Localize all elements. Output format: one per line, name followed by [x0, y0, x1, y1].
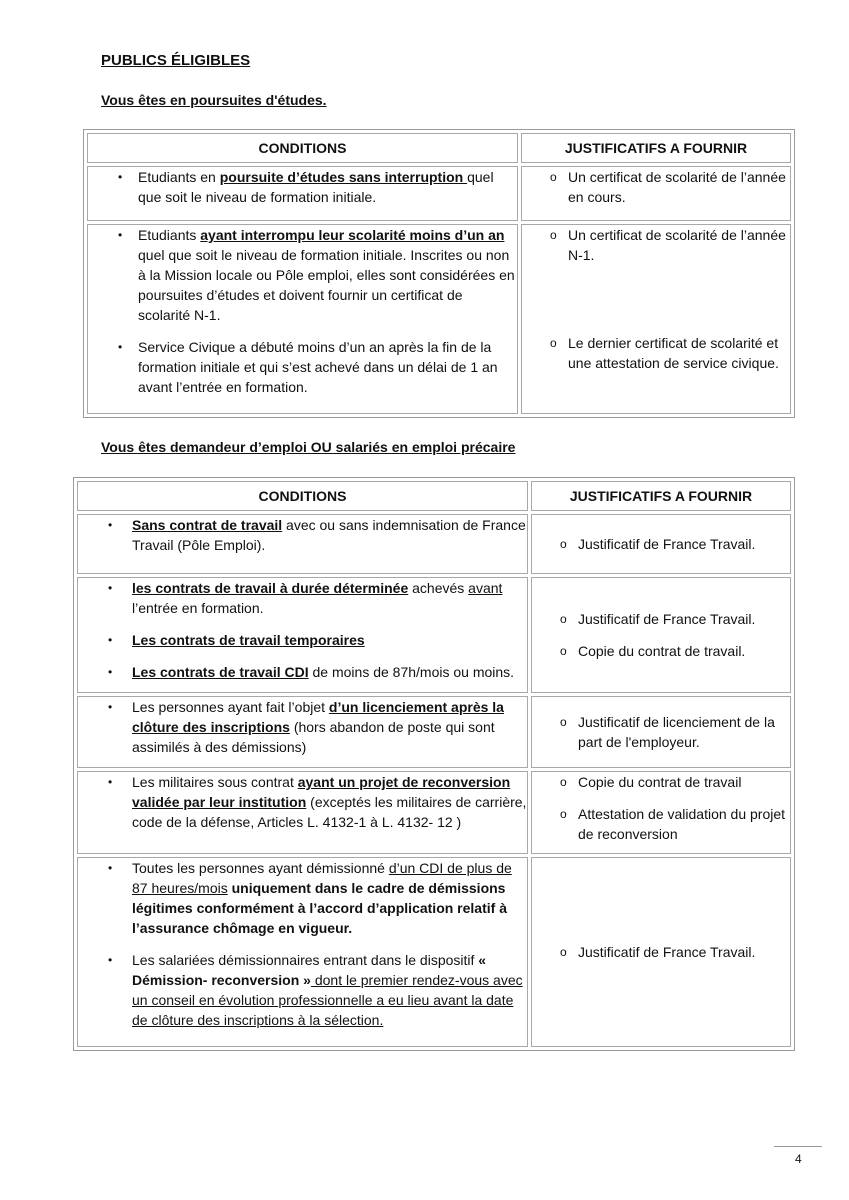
- condition-item: [78, 950, 527, 1030]
- justificatif-text: Justificatif de licenciement de la part de l'employeur.: [578, 714, 775, 750]
- condition-item: [88, 167, 517, 207]
- condition-item: [78, 515, 527, 555]
- condition-item: [88, 337, 517, 397]
- circle-marker: o: [560, 775, 567, 789]
- condition-item: [88, 225, 517, 325]
- bullet-marker: •: [108, 633, 113, 647]
- justificatif-cell: [531, 696, 791, 768]
- condition-highlight: Sans contrat de travail: [132, 517, 283, 533]
- table-demandeur-emploi: [73, 477, 795, 1051]
- justificatif-text: Copie du contrat de travail.: [578, 643, 746, 659]
- bullet-marker: •: [108, 518, 113, 532]
- bullet-marker: •: [118, 170, 123, 184]
- condition-highlight: Les contrats de travail CDI: [132, 664, 309, 680]
- table-row: [87, 166, 791, 221]
- justificatif-text: Un certificat de scolarité de l’année en cours.: [568, 169, 786, 205]
- circle-marker: o: [560, 945, 567, 959]
- bullet-marker: •: [108, 665, 113, 679]
- justificatif-item: [522, 333, 790, 373]
- justificatif-cell: [521, 224, 791, 414]
- justificatif-text: Justificatif de France Travail.: [578, 611, 756, 627]
- justificatif-item: [532, 804, 790, 844]
- footer-divider: [774, 1146, 822, 1147]
- table-row: [77, 514, 791, 574]
- justificatif-text: Le dernier certificat de scolarité et une attestation de service civique.: [568, 335, 779, 371]
- table-poursuite-etudes: [83, 129, 795, 418]
- column-header-conditions: CONDITIONS: [87, 133, 518, 163]
- condition-text: Service Civique a débuté moins d’un an après la fin de la formation initiale et qui s’est achevé dans un délai de 1 an avant l’entrée en formation.: [138, 339, 498, 395]
- circle-marker: o: [560, 807, 567, 821]
- justificatif-item: [532, 712, 790, 752]
- condition-text: Les salariées démissionnaires entrant dans le dispositif: [132, 952, 479, 968]
- condition-underlined: d’un CDI de plus de 87 heures/mois: [132, 860, 512, 896]
- justificatif-text: Copie du contrat de travail: [578, 774, 742, 790]
- justificatif-cell: [531, 771, 791, 854]
- bullet-marker: •: [108, 700, 113, 714]
- bullet-marker: •: [108, 581, 113, 595]
- condition-text: (exceptés les militaires de carrière, code de la défense, Articles L. 4132-1 à L. 4132- 12 ): [132, 794, 527, 830]
- circle-marker: o: [560, 612, 567, 626]
- bullet-marker: •: [108, 861, 113, 875]
- condition-highlight: « Démission- reconversion »: [132, 952, 487, 988]
- condition-highlight: d’un licenciement après la clôture des inscriptions: [132, 699, 504, 735]
- condition-text: Les personnes ayant fait l’objet: [132, 699, 329, 715]
- justificatif-cell: [531, 514, 791, 574]
- condition-item: [78, 578, 527, 618]
- column-header-conditions: CONDITIONS: [77, 481, 528, 511]
- condition-cell: [77, 577, 528, 693]
- section-heading-etudes: Vous êtes en poursuites d'études.: [101, 92, 327, 108]
- bullet-marker: •: [118, 228, 123, 242]
- condition-cell: [77, 771, 528, 854]
- table-row: [77, 577, 791, 693]
- condition-text: Etudiants en: [138, 169, 220, 185]
- column-header-justificatifs: JUSTIFICATIFS A FOURNIR: [521, 133, 791, 163]
- bullet-marker: •: [108, 953, 113, 967]
- bullet-marker: •: [118, 340, 123, 354]
- condition-highlight: ayant interrompu leur scolarité moins d’un an: [200, 227, 505, 243]
- circle-marker: o: [560, 537, 567, 551]
- table-row: [87, 224, 791, 414]
- table-header-row: [87, 133, 791, 163]
- circle-marker: o: [560, 715, 567, 729]
- justificatif-cell: [521, 166, 791, 221]
- column-header-justificatifs: JUSTIFICATIFS A FOURNIR: [531, 481, 791, 511]
- condition-cell: [77, 857, 528, 1047]
- condition-underlined: avant: [468, 580, 503, 596]
- condition-underlined: dont le premier rendez-vous avec un conseil en évolution professionnelle a eu lieu avant la date de clôture des inscriptions à la sélection.: [132, 972, 523, 1028]
- page-title: PUBLICS ÉLIGIBLES: [101, 52, 251, 69]
- justificatif-item: [522, 167, 790, 207]
- condition-item: [78, 858, 527, 938]
- justificatif-text: Attestation de validation du projet de reconversion: [578, 806, 786, 842]
- section-heading-emploi: Vous êtes demandeur d’emploi OU salariés en emploi précaire: [101, 439, 516, 455]
- condition-text: Etudiants: [138, 227, 201, 243]
- justificatif-cell: [531, 577, 791, 693]
- page-number: 4: [795, 1152, 802, 1166]
- justificatif-item: [532, 772, 790, 792]
- condition-cell: [87, 224, 518, 414]
- condition-text: quel que soit le niveau de formation initiale.: [138, 169, 494, 205]
- condition-text: (hors abandon de poste qui sont assimilés à des démissions): [132, 719, 495, 755]
- condition-text: achevés: [408, 580, 469, 596]
- justificatif-cell: [531, 857, 791, 1047]
- condition-text: quel que soit le niveau de formation initiale. Inscrites ou non à la Mission locale ou Pôle emploi, elles sont considérées en poursuites d’études et doivent fournir un certificat de scolarité N-1.: [138, 247, 515, 323]
- justificatif-text: Justificatif de France Travail.: [578, 536, 756, 552]
- condition-highlight: uniquement dans le cadre de démissions légitimes conformément à l’accord d’application relatif à l’assurance chômage en vigueur.: [132, 880, 507, 936]
- condition-highlight: ayant un projet de reconversion validée par leur institution: [132, 774, 511, 810]
- condition-item: [78, 697, 527, 757]
- circle-marker: o: [560, 644, 567, 658]
- table-row: [77, 771, 791, 854]
- condition-text: de moins de 87h/mois ou moins.: [308, 664, 515, 680]
- justificatif-item: [532, 534, 790, 554]
- condition-highlight: poursuite d’études sans interruption: [219, 169, 468, 185]
- condition-text: Les militaires sous contrat: [132, 774, 298, 790]
- justificatif-item: [532, 609, 790, 629]
- condition-item: [78, 772, 527, 832]
- condition-highlight: les contrats de travail à durée déterminée: [132, 580, 409, 596]
- condition-item: [78, 630, 527, 650]
- condition-cell: [77, 696, 528, 768]
- circle-marker: o: [550, 336, 557, 350]
- table-row: [77, 696, 791, 768]
- justificatif-text: Un certificat de scolarité de l’année N-1.: [568, 227, 786, 263]
- condition-item: [78, 662, 527, 682]
- circle-marker: o: [550, 228, 557, 242]
- justificatif-item: [522, 225, 790, 265]
- condition-text: Toutes les personnes ayant démissionné: [132, 860, 389, 876]
- justificatif-item: [532, 641, 790, 661]
- condition-cell: [77, 514, 528, 574]
- table-header-row: [77, 481, 791, 511]
- justificatif-text: Justificatif de France Travail.: [578, 944, 756, 960]
- condition-highlight: Les contrats de travail temporaires: [132, 632, 365, 648]
- bullet-marker: •: [108, 775, 113, 789]
- condition-cell: [87, 166, 518, 221]
- table-row: [77, 857, 791, 1047]
- justificatif-item: [532, 942, 790, 962]
- condition-text: avec ou sans indemnisation de France Travail (Pôle Emploi).: [132, 517, 526, 553]
- circle-marker: o: [550, 170, 557, 184]
- condition-text: l’entrée en formation.: [132, 600, 264, 616]
